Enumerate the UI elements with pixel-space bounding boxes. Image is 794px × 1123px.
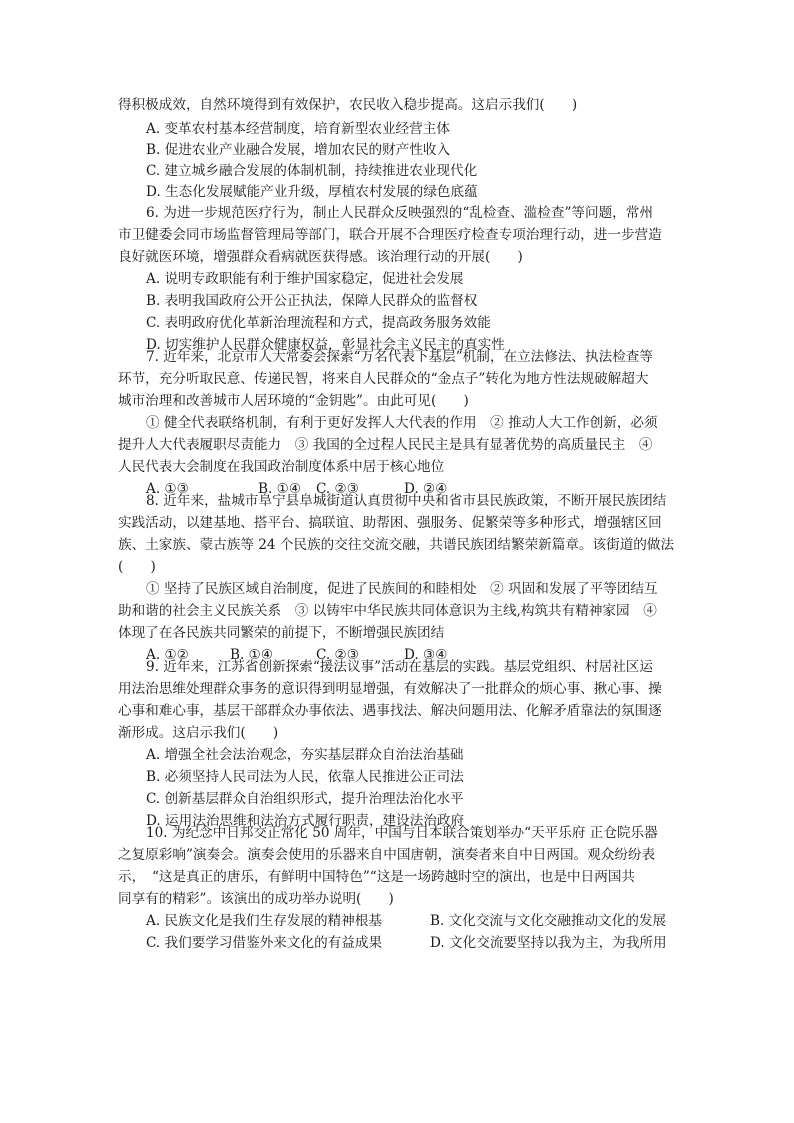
question-line-3: 族、土家族、蒙古族等 24 个民族的交往交流交融，共谱民族团结繁荣新篇章。该街道的做法: [118, 537, 675, 553]
choice-b: B. ①④: [230, 647, 274, 663]
question-line-3: 城市治理和改善城市人居环境的“金钥匙”。由此可见( ): [118, 393, 469, 409]
statement-line-1: ① 坚持了民族区域自治制度，促进了民族间的和睦相处 ② 巩固和发展了平等团结互: [146, 581, 658, 597]
option-a: A. 说明专政职能有利于维护国家稳定，促进社会发展: [146, 271, 464, 287]
question-text: 得积极成效，自然环境得到有效保护，农民收入稳步提高。这启示我们( ): [118, 97, 578, 113]
choice-c: C. ②③: [316, 647, 359, 663]
option-c: C. 我们要学习借鉴外来文化的有益成果: [146, 935, 383, 951]
question-line-2: 之复原彩响”演奏会。演奏会使用的乐器来自中国唐朝，演奏者来自中日两国。观众纷纷表: [118, 847, 656, 863]
statement-line-2: 提升人大代表履职尽责能力 ③ 我国的全过程人民民主是具有显著优势的高质量民主 ④: [118, 437, 653, 453]
question-line-4: 渐形成。这启示我们( ): [118, 725, 279, 741]
answer-bracket: ( ): [118, 559, 156, 575]
option-b: B. 必须坚持人民司法为人民，依靠人民推进公正司法: [146, 769, 464, 785]
statement-line-3: 人民代表大会制度在我国政治制度体系中居于核心地位: [118, 459, 445, 475]
question-line-3: 良好就医环境，增强群众看病就医获得感。该治理行动的开展( ): [118, 249, 523, 265]
option-b: B. 促进农业产业融合发展，增加农民的财产性收入: [146, 142, 451, 158]
question-line-4: 同享有的精彩”。该演出的成功举办说明( ): [118, 891, 394, 907]
choice-a: A. ①③: [146, 481, 189, 497]
choice-a: A. ①②: [146, 647, 189, 663]
option-d: D. 切实维护人民群众健康权益，彰显社会主义民主的真实性: [146, 337, 505, 353]
option-d: D. 生态化发展赋能产业升级，厚植农村发展的绿色底蕴: [146, 184, 478, 200]
question-line-3: 心事和难心事，基层干部群众办事依法、遇事找法、解决问题用法、化解矛盾靠法的氛围逐: [118, 703, 662, 719]
option-b: B. 文化交流与文化交融推动文化的发展: [430, 913, 667, 929]
question-line-2: 用法治思维处理群众事务的意识得到明显增强，有效解决了一批群众的烦心事、揪心事、操: [118, 681, 662, 697]
choice-d: D. ③④: [404, 647, 448, 663]
question-line-2: 实践活动，以建基地、搭平台、搞联谊、助帮困、强服务、促繁荣等多种形式，增强辖区回: [118, 515, 662, 531]
choice-b: B. ①④: [258, 481, 302, 497]
question-line-2: 市卫健委会同市场监督管理局等部门，联合开展不合理医疗检查专项治理行动，进一步营造: [118, 227, 662, 243]
choice-d: D. ②④: [404, 481, 448, 497]
question-line-1: 6. 为进一步规范医疗行为，制止人民群众反映强烈的“乱检查、滥检查”等问题，常州: [146, 205, 653, 221]
option-a: A. 增强全社会法治观念，夯实基层群众自治法治基础: [146, 747, 464, 763]
question-line-1: 10. 为纪念中日邦交正常化 50 周年，中国与日本联合策划举办“天平乐府 正仓院乐器: [146, 825, 658, 841]
option-c: C. 创新基层群众自治组织形式，提升治理法治化水平: [146, 791, 464, 807]
option-c: C. 建立城乡融合发展的体制机制，持续推进农业现代化: [146, 163, 478, 179]
choice-c: C. ②③: [316, 481, 359, 497]
question-line-1: 9. 近年来，江苏省创新探索“援法议事”活动在基层的实践。基层党组织、村居社区运: [146, 659, 653, 675]
question-line-1: 7. 近年来，北京市人大常委会探索“万名代表下基层”机制，在立法修法、执法检查等: [146, 349, 653, 365]
option-a: A. 民族文化是我们生存发展的精神根基: [146, 913, 382, 929]
option-d: D. 运用法治思维和法治方式履行职责，建设法治政府: [146, 813, 465, 829]
option-a: A. 变革农村基本经营制度，培育新型农业经营主体: [146, 121, 450, 137]
question-line-1: 8. 近年来，盐城市阜宁县阜城街道认真贯彻中央和省市县民族政策，不断开展民族团结: [146, 493, 667, 509]
option-b: B. 表明我国政府公开公正执法，保障人民群众的监督权: [146, 293, 478, 309]
question-line-3: 示， “这是真正的唐乐，有鲜明中国特色”“这是一场跨越时空的演出，也是中日两国共: [118, 869, 636, 885]
option-c: C. 表明政府优化革新治理流程和方式，提高政务服务效能: [146, 315, 491, 331]
question-line-2: 环节，充分听取民意、传递民智，将来自人民群众的“金点子”转化为地方性法规破解超大: [118, 371, 649, 387]
statement-line-3: 体现了在各民族共同繁荣的前提下，不断增强民族团结: [118, 625, 445, 641]
option-d: D. 文化交流要坚持以我为主，为我所用: [430, 935, 667, 951]
statement-line-2: 助和谐的社会主义民族关系 ③ 以铸牢中华民族共同体意识为主线,构筑共有精神家园 ④: [118, 603, 657, 619]
statement-line-1: ① 健全代表联络机制，有利于更好发挥人大代表的作用 ② 推动人大工作创新，必须: [146, 415, 658, 431]
